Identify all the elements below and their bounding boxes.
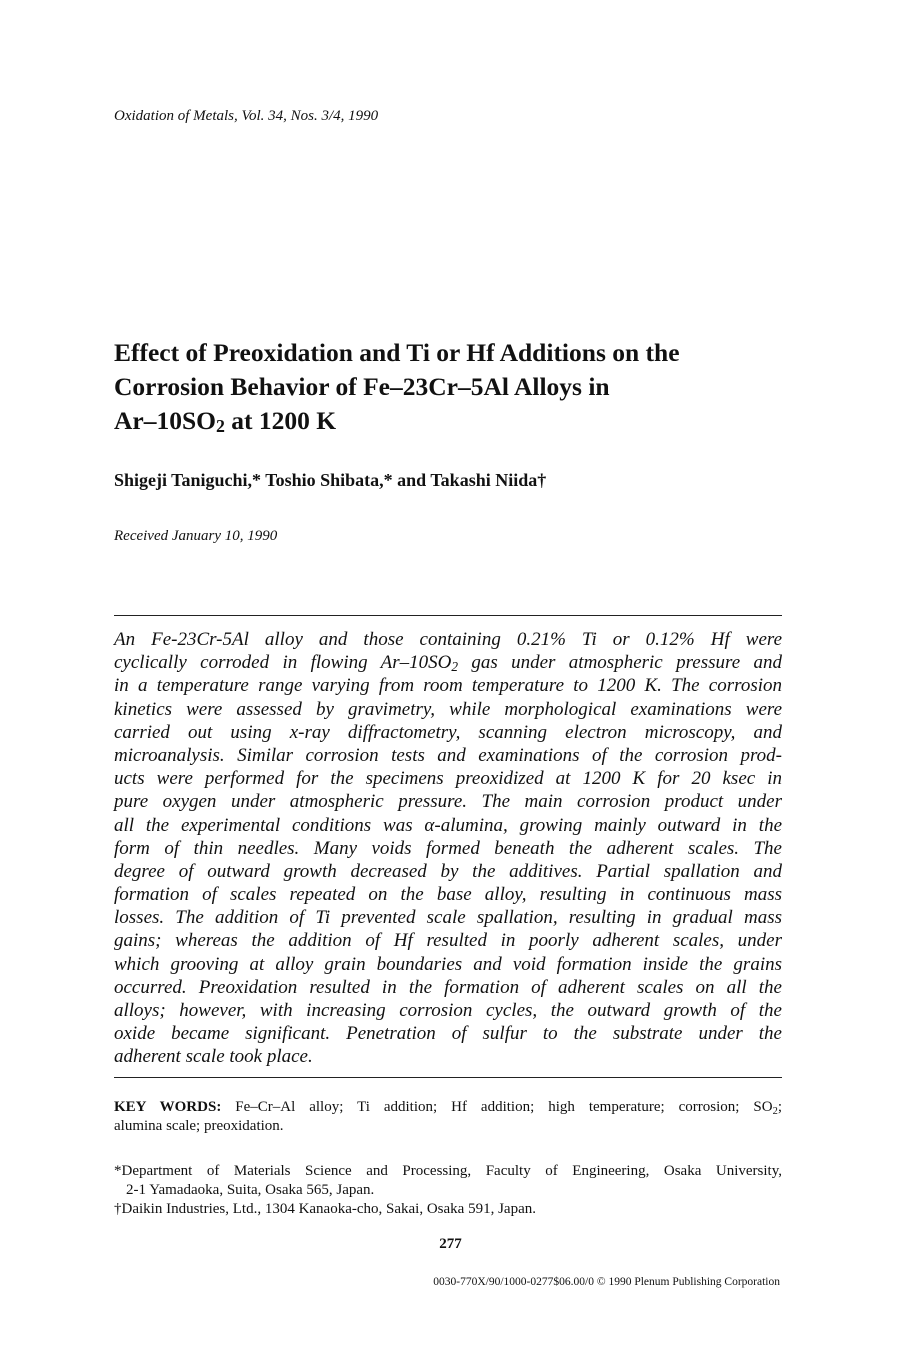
- abstract-line: adherent scale took place.: [114, 1046, 313, 1068]
- abstract-line: microanalysis. Similar corrosion tests and examinations of the corrosion prod-: [114, 744, 782, 766]
- title-subscript: 2: [216, 416, 225, 436]
- abstract-line: oxide became significant. Penetration of sulfur to the substrate under the: [114, 1023, 782, 1045]
- abstract-bottom-rule: [114, 1077, 782, 1078]
- abstract-subscript: 2: [451, 659, 458, 675]
- abstract-line: degree of outward growth decreased by the additives. Partial spallation and: [114, 860, 782, 882]
- abstract-line: ucts were performed for the specimens preoxidized at 1200 K for 20 ksec in: [114, 768, 782, 790]
- abstract-line: kinetics were assessed by gravimetry, while morphological examinations were: [114, 698, 782, 720]
- keywords-line-2: alumina scale; preoxidation.: [114, 1118, 284, 1134]
- abstract: [114, 628, 782, 1069]
- abstract-line: all the experimental conditions was α-alumina, growing mainly outward in the: [114, 814, 782, 836]
- title-line-3-post: at 1200 K: [224, 406, 337, 435]
- keywords-subscript: 2: [772, 1106, 778, 1117]
- affiliation-1-line-1: *Department of Materials Science and Processing, Faculty of Engineering, Osaka University,: [114, 1163, 782, 1179]
- keywords-label: KEY WORDS:: [114, 1099, 222, 1115]
- keywords-line-1-pre: Fe–Cr–Al alloy; Ti addition; Hf addition; high temperature; corrosion; SO: [221, 1099, 773, 1115]
- paper-title: [114, 336, 804, 438]
- page-number: 277: [439, 1236, 462, 1252]
- title-line-3-pre: Ar–10SO: [114, 406, 216, 435]
- abstract-top-rule: [114, 615, 782, 616]
- abstract-line: [114, 651, 782, 674]
- abstract-line: form of thin needles. Many voids formed beneath the adherent scales. The: [114, 837, 782, 859]
- affiliation-1-line-2: 2-1 Yamadaoka, Suita, Osaka 565, Japan.: [126, 1182, 375, 1198]
- title-line-2: Corrosion Behavior of Fe–23Cr–5Al Alloys in: [114, 372, 610, 401]
- affiliation-2: †Daikin Industries, Ltd., 1304 Kanaoka-cho, Sakai, Osaka 591, Japan.: [114, 1201, 536, 1217]
- affiliations: [114, 1162, 782, 1219]
- received-date: Received January 10, 1990: [114, 528, 278, 544]
- journal-citation: Oxidation of Metals, Vol. 34, Nos. 3/4, 1990: [114, 108, 379, 124]
- abstract-line: formation of scales repeated on the base alloy, resulting in continuous mass: [114, 884, 782, 906]
- abstract-line: pure oxygen under atmospheric pressure. The main corrosion product under: [114, 791, 782, 813]
- title-line-1: Effect of Preoxidation and Ti or Hf Additions on the: [114, 338, 680, 367]
- abstract-line-2-post: gas under atmospheric pressure and: [458, 652, 782, 674]
- author-list: Shigeji Taniguchi,* Toshio Shibata,* and Takashi Niida†: [114, 470, 547, 490]
- abstract-line: losses. The addition of Ti prevented scale spallation, resulting in gradual mass: [114, 907, 782, 929]
- abstract-line: An Fe-23Cr-5Al alloy and those containing 0.21% Ti or 0.12% Hf were: [114, 629, 782, 650]
- abstract-line: carried out using x-ray diffractometry, scanning electron microscopy, and: [114, 721, 782, 743]
- keywords-line-1-post: ;: [777, 1099, 782, 1115]
- keywords: [114, 1098, 782, 1136]
- abstract-line: which grooving at alloy grain boundaries and void formation inside the grains: [114, 953, 782, 975]
- abstract-line-2-pre: cyclically corroded in flowing Ar–10SO: [114, 652, 452, 674]
- abstract-line: alloys; however, with increasing corrosion cycles, the outward growth of the: [114, 1000, 782, 1021]
- abstract-line: in a temperature range varying from room temperature to 1200 K. The corrosion: [114, 675, 782, 697]
- title-line-3: [114, 404, 804, 438]
- abstract-line: occurred. Preoxidation resulted in the formation of adherent scales on all the: [114, 976, 782, 998]
- copyright-line: 0030-770X/90/1000-0277$06.00/0 © 1990 Plenum Publishing Corporation: [433, 1276, 780, 1288]
- keywords-line-1: [114, 1098, 782, 1117]
- abstract-line: gains; whereas the addition of Hf resulted in poorly adherent scales, under: [114, 930, 782, 952]
